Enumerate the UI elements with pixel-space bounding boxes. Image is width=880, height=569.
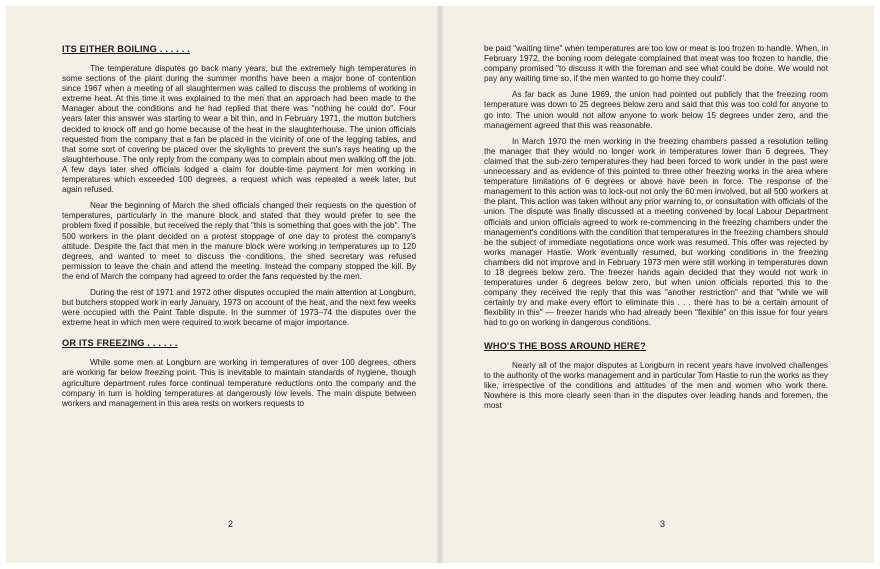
page-gutter [436,6,444,563]
paragraph: While some men at Longburn are working in temperatures of over 100 degrees, others are working far below freezing point. This is inevitable to maintain standards of hygiene, though agriculture department rules force continual temperature reductions onto the company and the company in turn is holding temperatures at dangerously low levels. The main dispute between workers and management in this area rests on workers requests to [62,358,416,408]
page-number-left: 2 [228,519,234,529]
paragraph: The temperature disputes go back many years, but the extremely high temperatures in some sections of the plant during the summer months have been a major bone of contention since 1967 when a meeting of all slaughtermen was called to discuss the problems of working in extreme heat. At this time it was explained to the men that an approach had been made to the Manager about the conditions and he had replied that there was "nothing he could do". Four years later this answer was starting to wear a bit thin, and in February 1971, the mutton butchers decided to knock off and go home because of the heat in the slaughterhouse. The union officials requested from the company that a fan be placed in the vicinity of one of the legging tables, and that some sort of covering be placed over the skylights to prevent the sun's rays heating up the slaughterhouse. The only reply from the company was to complain about men walking off the job. A few days later shed officials lodged a claim for double-time payment for men working in temperatures which exceeded 100 degrees, a request which was repeated a week later, but again refused. [62,64,416,195]
paragraph: Near the beginning of March the shed officials changed their requests on the question of temperatures, particularly in the manure block and stated that they would prefer to see the problem fixed if possible, but received the reply that "this is something that goes with the job". The 500 workers in the plant decided on a protest stoppage of one day to protest the company's attitude. Despite the fact that men in the manure block were working in temperatures up to 120 degrees, and wanted to meet to discuss the conditions, the shed secretary was refused permission to leave the chain and attend the meeting. Instead the company stopped the kill. By the end of March the company had agreed to order the fans requested by the men. [62,201,416,281]
page-number-right: 3 [660,519,666,529]
paragraph: In March 1970 the men working in the freezing chambers passed a resolution telling the manager that they would no longer work in temperatures lower than 6 degrees. They claimed that the sub-zero temperatures they had been forced to work under in the past were unnecessary and as evidence of this pointed to three other freezing works in the area where temperature limitations of 6 degrees or above have been in force. The response of the management to this action was to lock-out not only the 60 men involved, but all 500 workers at the plant. This action was taken without any prior warning to, or consultation with officials of the union. The dispute was finally discussed at a meeting convened by local Labour Department officials and union officials agreed to work re-commencing in the freezing chambers under the management's conditions with the condition that temperatures in the freezing chambers should be the subject of immediate negotiations once work was resumed. This offer was rejected by works manager Hastie. Work eventually resumed, but working conditions in the freezing chambers did not improve and in February 1973 men were still working in temperatures down to 18 degrees below zero. The freezer hands again decided that they would not work in temperatures under 6 degrees below zero, but when union officials reported this to the company they received the reply that this was "another restriction" and that "while we will certainly try and make every effort to eliminate this . . . there has to be a certain amount of flexibility in this" — freezer hands who had already been "flexible" on this issue for four years had to go on working in dangerous conditions. [484,136,828,328]
section-heading-boss: WHO'S THE BOSS AROUND HERE? [484,340,646,351]
paragraph: During the rest of 1971 and 1972 other disputes occupied the main attention at Longburn, but butchers stopped work in early January, 1973 on account of the heat, and the next few weeks were occupied with the Paint Table dispute. In the summer of 1973–74 the disputes over the extreme heat in which men were required to work became of major importance. [62,287,416,328]
left-page [6,6,440,563]
booklet-spread [6,6,874,563]
right-page [440,6,874,563]
section-heading-freezing: OR ITS FREEZING . . . . . . [62,338,178,349]
paragraph: be paid "waiting time" when temperatures are too low or meat is too frozen to handle. When, in February 1972, the boning room delegate complained that meat was too frozen to handle, the company promised "to discuss it with the foreman and see what could be done. We would not pay any waiting time so, if the men wanted to go home they could". [484,44,828,84]
paragraph: Nearly all of the major disputes at Longburn in recent years have involved challenges to the authority of the works management and in particular Tom Hastie to run the works as they like, irrespective of the conditions and attitudes of the men and women who work there. Nowhere is this more clearly seen than in the disputes over leading hands and foremen, the most [484,360,828,410]
section-heading-boiling: ITS EITHER BOILING . . . . . . [62,44,190,54]
paragraph: As far back as June 1969, the union had pointed out publicly that the freezing room temperature was down to 25 degrees below zero and said that this was too cold for anyone to go into. The union would not allow anyone to work below 15 degrees under zero, and the management agreed that this was reasonable. [484,90,828,130]
